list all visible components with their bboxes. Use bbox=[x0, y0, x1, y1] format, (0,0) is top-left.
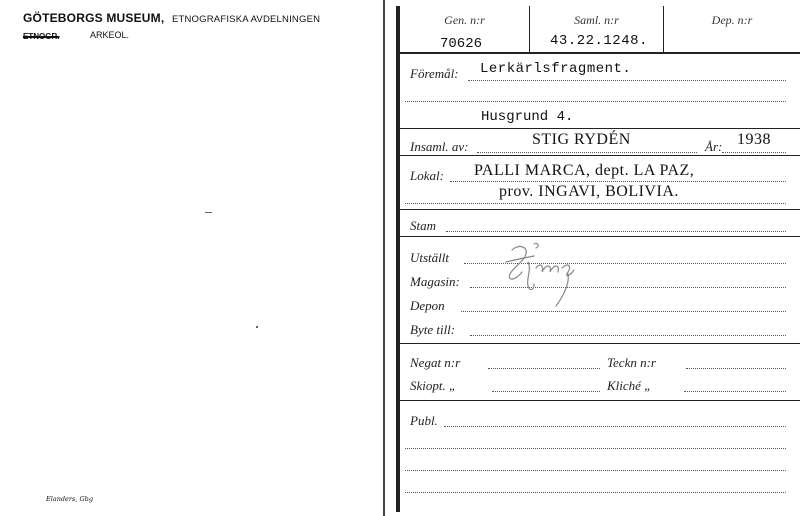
insaml-label: Insaml. av: bbox=[410, 139, 469, 154]
teckn-label: Teckn n:r bbox=[607, 355, 656, 370]
section-rule bbox=[400, 155, 800, 156]
kliche-label: Kliché „ bbox=[607, 378, 652, 393]
section-name: ARKEOL. bbox=[90, 30, 130, 40]
dotted-line bbox=[470, 335, 786, 336]
dotted-line bbox=[684, 391, 786, 392]
byte-label: Byte till: bbox=[410, 322, 456, 337]
depon-label: Depon bbox=[410, 298, 445, 313]
lokal-line-2: prov. INGAVI, BOLIVIA. bbox=[499, 183, 679, 200]
dotted-line bbox=[405, 492, 786, 493]
speck bbox=[256, 326, 258, 328]
section-rule bbox=[400, 236, 800, 237]
saml-nr-header: Saml. n:r bbox=[574, 13, 619, 27]
dotted-line bbox=[492, 391, 600, 392]
dep-nr-header: Dep. n:r bbox=[711, 13, 753, 27]
lokal-line-1: PALLI MARCA, dept. LA PAZ, bbox=[474, 162, 695, 179]
speck bbox=[205, 212, 212, 213]
dotted-line bbox=[405, 101, 786, 102]
printer-imprint: Elanders, Gbg bbox=[46, 495, 93, 503]
dotted-line bbox=[477, 152, 697, 153]
gen-nr-value: 70626 bbox=[440, 36, 483, 52]
dotted-line bbox=[405, 470, 786, 471]
magasin-label: Magasin: bbox=[410, 274, 460, 289]
foremal-label: Föremål: bbox=[410, 66, 459, 81]
foremal-value: Lerkärlsfragment. bbox=[480, 61, 632, 77]
collector-value: STIG RYDÉN bbox=[532, 131, 631, 148]
handwritten-signature bbox=[498, 240, 588, 312]
section-rule bbox=[400, 128, 800, 129]
dotted-line bbox=[446, 231, 786, 232]
gen-nr-header: Gen. n:r bbox=[444, 13, 485, 27]
crossed-out-section: ETNOGR. bbox=[23, 32, 60, 41]
utstallt-label: Utställt bbox=[410, 250, 450, 265]
section-rule bbox=[400, 400, 800, 401]
husgrund-value: Husgrund 4. bbox=[481, 109, 574, 125]
dotted-line bbox=[468, 80, 786, 81]
dotted-line bbox=[686, 368, 786, 369]
dotted-line bbox=[488, 368, 600, 369]
dotted-line bbox=[722, 152, 786, 153]
skiopt-label: Skiopt. „ bbox=[410, 378, 457, 393]
card-left-border bbox=[396, 6, 400, 512]
card-fold bbox=[383, 0, 385, 516]
saml-nr-value: 43.22.1248. bbox=[550, 33, 648, 49]
dotted-line bbox=[444, 426, 786, 427]
dotted-line bbox=[405, 203, 786, 204]
negat-label: Negat n:r bbox=[410, 355, 461, 370]
museum-header bbox=[23, 11, 320, 25]
section-rule bbox=[400, 343, 800, 344]
ar-label: År: bbox=[705, 139, 723, 154]
publ-label: Publ. bbox=[410, 413, 438, 428]
stam-label: Stam bbox=[410, 218, 436, 233]
dotted-line bbox=[450, 181, 786, 182]
header-rule bbox=[400, 52, 800, 54]
lokal-label: Lokal: bbox=[410, 168, 444, 183]
museum-name: GÖTEBORGS MUSEUM, bbox=[23, 11, 165, 25]
dotted-line bbox=[405, 448, 786, 449]
department-name: ETNOGRAFISKA AVDELNINGEN bbox=[171, 14, 321, 25]
section-rule bbox=[400, 209, 800, 210]
year-value: 1938 bbox=[737, 131, 771, 148]
